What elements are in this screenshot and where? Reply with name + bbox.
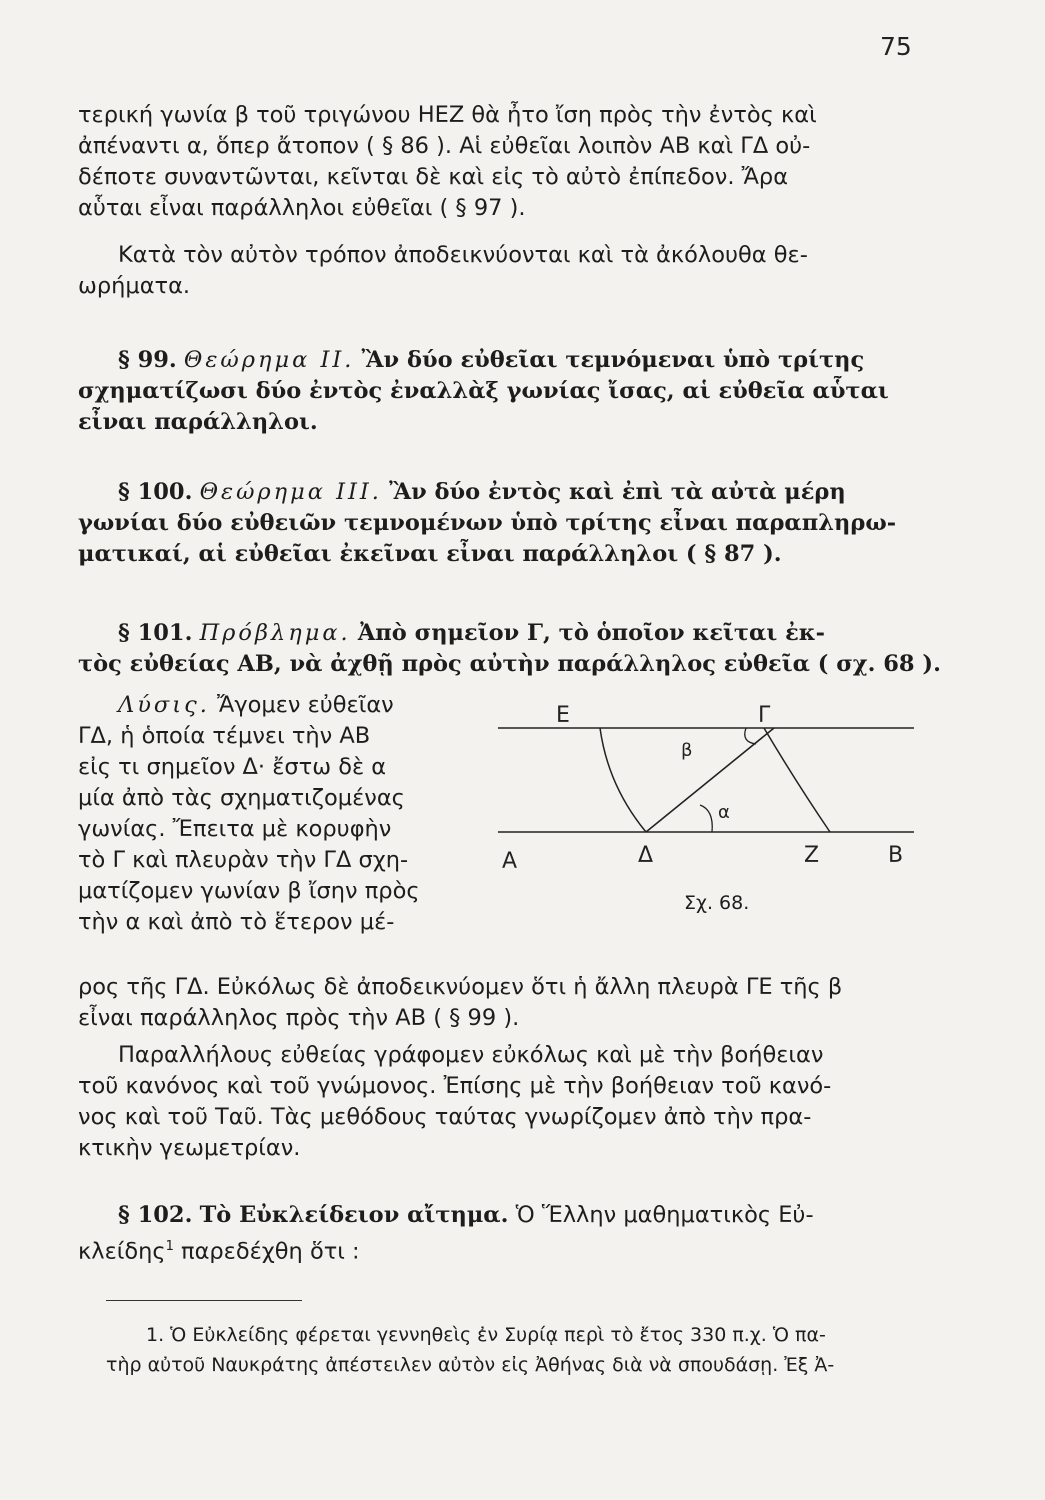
figure-caption: Σχ. 68.: [684, 892, 750, 914]
problem-text: Ἀπὸ σημεῖον Γ, τὸ ὁποῖον κεῖται ἐκ-: [357, 620, 825, 646]
page-number: 75: [880, 32, 912, 61]
theorem-heading: Θεώρημα ΙΙ.: [183, 347, 355, 373]
section-title: Τὸ Εὐκλείδειον αἴτημα.: [199, 1202, 509, 1228]
section-text: Ὁ Ἕλλην μαθηματικὸς Εὐ-: [515, 1202, 814, 1228]
text-line: δέποτε συναντῶνται, κεῖνται δὲ καὶ εἰς τὸ αὐτὸ ἐπίπεδον. Ἄρα: [78, 164, 789, 190]
label-g: Γ: [758, 703, 771, 728]
theorem-text: Ἂν δύο εὐθεῖαι τεμνόμεναι ὑπὸ τρίτης: [361, 347, 865, 373]
text-line: τερική γωνία β τοῦ τριγώνου ΗΕΖ θὰ ἦτο ἴση πρὸς τὴν ἐντὸς καὶ: [78, 102, 817, 128]
problem-heading: Πρόβλημα.: [199, 620, 351, 646]
theorem-100: [78, 477, 946, 570]
problem-text: τὸς εὐθείας ΑΒ, νὰ ἀχθῇ πρὸς αὐτὴν παράλληλος εὐθεῖα ( σχ. 68 ).: [78, 651, 941, 677]
footnote-divider: [106, 1300, 302, 1301]
footnote-text: τὴρ αὐτοῦ Ναυκράτης ἀπέστειλεν αὐτὸν εἰς Ἀθήνας διὰ νὰ σπουδάσῃ. Ἐξ Ἀ-: [106, 1354, 835, 1376]
text-line: κτικὴν γεωμετρίαν.: [78, 1135, 301, 1161]
angle-beta-arc: [745, 728, 756, 744]
theorem-99: [78, 345, 946, 438]
text-line: Παραλλήλους εὐθείας γράφομεν εὐκόλως καὶ μὲ τὴν βοήθειαν: [118, 1042, 824, 1068]
section-102: [78, 1200, 946, 1268]
section-number: § 101.: [118, 620, 193, 646]
label-z: Ζ: [804, 843, 820, 868]
solution-text: τὸ Γ καὶ πλευρὰν τὴν ΓΔ σχη-: [78, 847, 409, 873]
theorem-text: Ἂν δύο ἐντὸς καὶ ἐπὶ τὰ αὐτὰ μέρη: [389, 479, 846, 505]
solution-text: μία ἀπὸ τὰς σχηματιζομένας: [78, 785, 405, 811]
theorem-text: σχηματίζωσι δύο ἐντὸς ἐναλλὰξ γωνίας ἴσας, αἱ εὐθεῖα αὗται: [78, 378, 889, 404]
section-text: κλείδης: [78, 1238, 166, 1265]
solution-text: Ἄγομεν εὐθεῖαν: [217, 692, 394, 718]
arc-left: [600, 728, 646, 832]
footnote: [106, 1320, 946, 1380]
problem-101: [78, 618, 946, 680]
footnote-mark: 1: [165, 1239, 174, 1254]
geometry-diagram: [496, 690, 916, 920]
footnote-text: 1. Ὁ Εὐκλείδης φέρεται γεννηθεὶς ἐν Συρίᾳ περὶ τὸ ἔτος 330 π.χ. Ὁ πα-: [146, 1324, 826, 1346]
arc-right: [764, 728, 830, 832]
text-line: τοῦ κανόνος καὶ τοῦ γνώμονος. Ἐπίσης μὲ τὴν βοήθειαν τοῦ κανό-: [78, 1073, 832, 1099]
theorem-text: εἶναι παράλληλοι.: [78, 409, 318, 435]
text-line: ἀπέναντι α, ὅπερ ἄτοπον ( § 86 ). Αἱ εὐθεῖαι λοιπὸν ΑΒ καὶ ΓΔ οὐ-: [78, 133, 811, 159]
solution-heading: Λύσις.: [118, 692, 210, 718]
theorem-text: ματικαί, αἱ εὐθεῖαι ἐκεῖναι εἶναι παράλληλοι ( § 87 ).: [78, 541, 782, 567]
label-beta: β: [681, 740, 693, 761]
solution-text: γωνίας. Ἔπειτα μὲ κορυφὴν: [78, 816, 392, 842]
label-a: Α: [502, 849, 518, 874]
figure-68: [496, 690, 916, 920]
text-line: Κατὰ τὸν αὐτὸν τρόπον ἀποδεικνύονται καὶ τὰ ἀκόλουθα θε-: [118, 242, 808, 268]
theorem-heading: Θεώρημα ΙΙΙ.: [199, 479, 382, 505]
text-line: ωρήματα.: [78, 273, 191, 299]
solution-continuation: [78, 972, 946, 1034]
solution-text: εἰς τι σημεῖον Δ· ἔστω δὲ α: [78, 754, 387, 780]
text-line: αὗται εἶναι παράλληλοι εὐθεῖαι ( § 97 ).: [78, 195, 526, 221]
solution-text: ΓΔ, ἡ ὁποία τέμνει τὴν ΑΒ: [78, 723, 371, 749]
section-number: § 102.: [118, 1202, 193, 1228]
paragraph-proof-end: [78, 100, 946, 224]
solution-column: [78, 690, 498, 938]
label-d: Δ: [638, 843, 654, 868]
label-alpha: α: [718, 802, 730, 823]
solution-text: εἶναι παράλληλος πρὸς τὴν ΑΒ ( § 99 ).: [78, 1005, 520, 1031]
label-b: Β: [888, 843, 904, 868]
section-number: § 99.: [118, 347, 177, 373]
paragraph-tools: [78, 1040, 946, 1164]
section-number: § 100.: [118, 479, 193, 505]
theorem-text: γωνίαι δύο εὐθειῶν τεμνομένων ὑπὸ τρίτης εἶναι παραπληρω-: [78, 510, 897, 536]
label-e: Ε: [556, 703, 570, 728]
solution-text: τὴν α καὶ ἀπὸ τὸ ἕτερον μέ-: [78, 909, 395, 935]
paragraph-analogous: [78, 240, 946, 302]
section-text: παρεδέχθη ὅτι :: [173, 1238, 360, 1265]
solution-text: ματίζομεν γωνίαν β ἴσην πρὸς: [78, 878, 420, 904]
angle-alpha-arc: [700, 805, 712, 832]
text-line: νος καὶ τοῦ Ταῦ. Τὰς μεθόδους ταύτας γνωρίζομεν ἀπὸ τὴν πρα-: [78, 1104, 812, 1130]
solution-text: ρος τῆς ΓΔ. Εὐκόλως δὲ ἀποδεικνύομεν ὅτι ἡ ἄλλη πλευρὰ ΓΕ τῆς β: [78, 974, 843, 1000]
